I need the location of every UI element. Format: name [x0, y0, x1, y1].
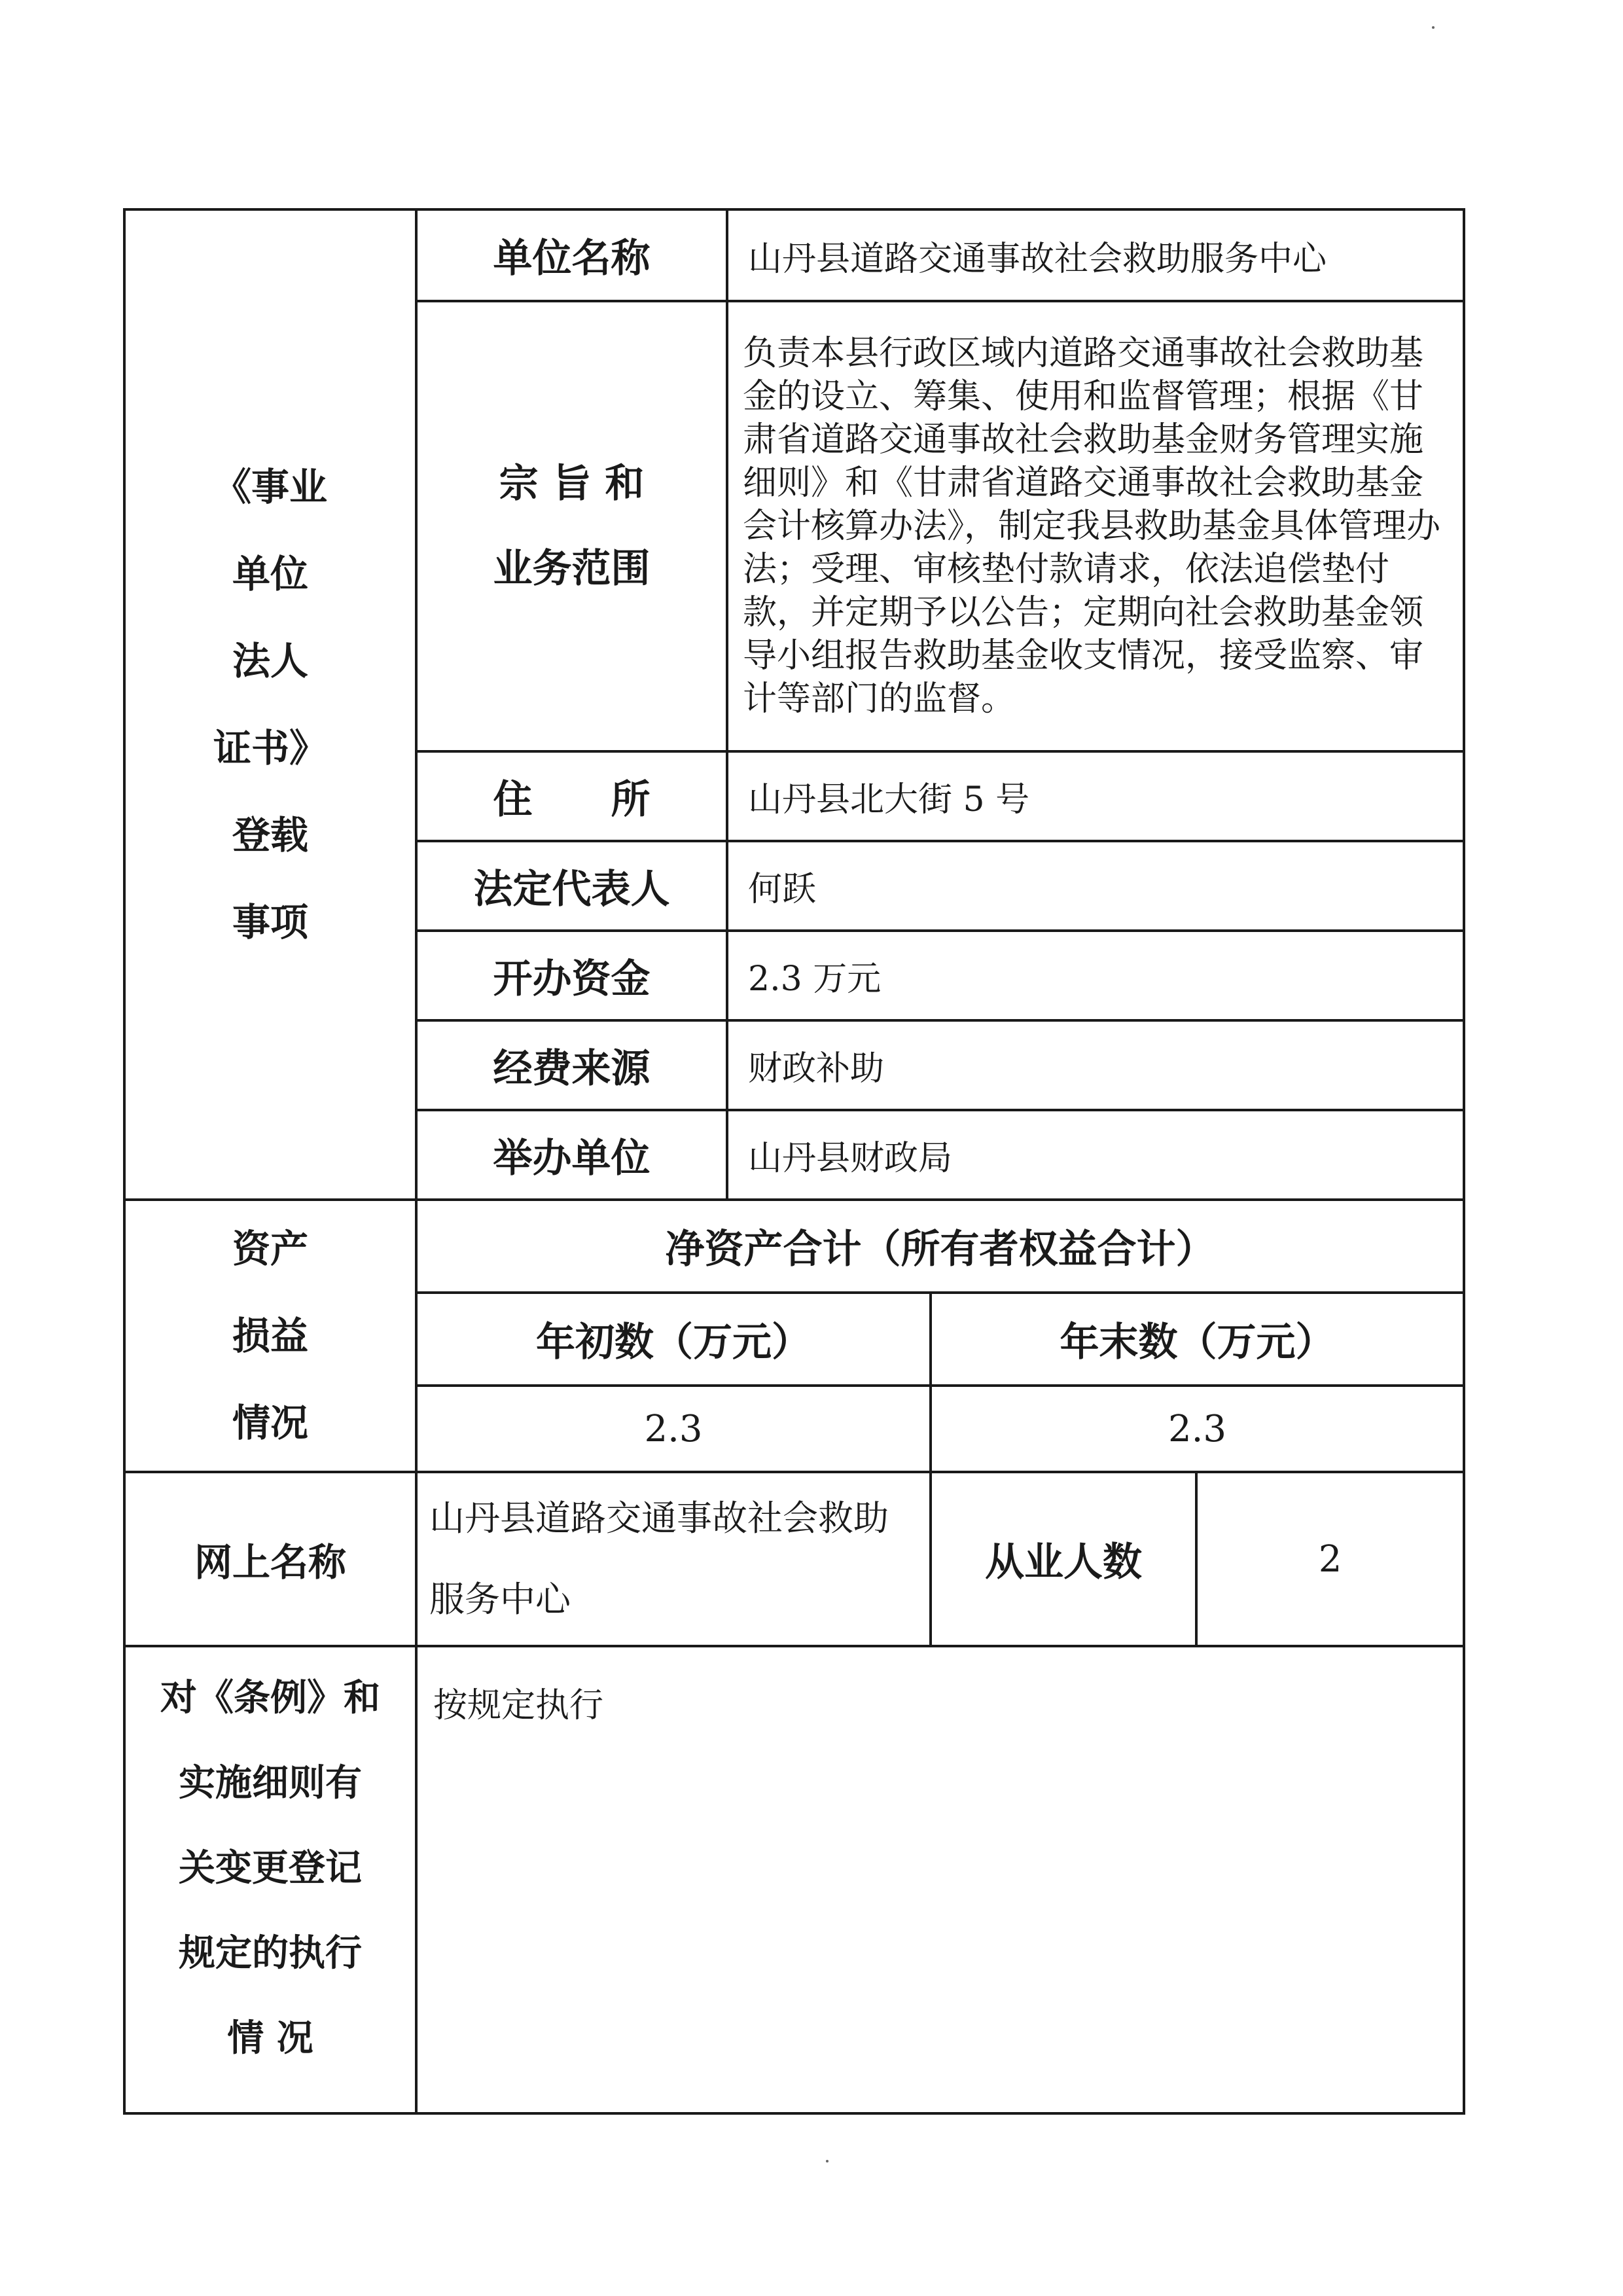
section-assets-text: 资产 损益 情况	[232, 1226, 308, 1445]
online-name-label: 网上名称	[124, 1472, 416, 1646]
scope-label	[416, 301, 727, 751]
unit-name-value: 山丹县道路交通事故社会救助服务中心	[727, 209, 1464, 301]
sponsor-label: 举办单位	[416, 1110, 727, 1200]
row-regulation	[124, 1646, 1464, 2113]
legal-rep-value: 何跃	[727, 841, 1464, 931]
scan-speck	[826, 2160, 829, 2162]
row-online-name	[124, 1472, 1464, 1646]
start-of-year-value: 2.3	[416, 1386, 931, 1472]
address-label: 住 所	[416, 751, 727, 841]
capital-value: 2.3 万元	[727, 931, 1464, 1020]
start-of-year-header: 年初数（万元）	[416, 1293, 931, 1386]
regulation-label-text: 对《条例》和 实施细则有 关变更登记 规定的执行 情 况	[160, 1676, 380, 2060]
end-of-year-header: 年末数（万元）	[931, 1293, 1464, 1386]
registration-form-table	[123, 208, 1465, 2115]
section-registration-label	[124, 209, 416, 1200]
row-unit-name	[124, 209, 1464, 301]
scope-label-text: 宗 旨 和 业务范围	[493, 461, 651, 592]
row-net-assets-title	[124, 1200, 1464, 1293]
online-name-value: 山丹县道路交通事故社会救助服务中心	[416, 1472, 931, 1646]
section-registration-text: 《事业 单位 法人 证书》 登载 事项	[213, 464, 327, 944]
scope-value: 负责本县行政区域内道路交通事故社会救助基金的设立、筹集、使用和监督管理；根据《甘肃省道路交通事故社会救助基金财务管理实施细则》和《甘肃省道路交通事故社会救助基金会计核算办法》，制定我县救助基金具体管理办法；受理、审核垫付款请求，依法追偿垫付款，并定期予以公告；定期向社会救助基金领导小组报告救助基金收支情况，接受监察、审计等部门的监督。	[727, 301, 1464, 751]
staff-count-value: 2	[1196, 1472, 1464, 1646]
section-assets-label	[124, 1200, 416, 1472]
address-value: 山丹县北大街 5 号	[727, 751, 1464, 841]
legal-rep-label: 法定代表人	[416, 841, 727, 931]
regulation-label	[124, 1646, 416, 2113]
end-of-year-value: 2.3	[931, 1386, 1464, 1472]
funding-value: 财政补助	[727, 1020, 1464, 1110]
unit-name-label: 单位名称	[416, 209, 727, 301]
capital-label: 开办资金	[416, 931, 727, 1020]
regulation-value: 按规定执行	[416, 1646, 1464, 2113]
staff-count-label: 从业人数	[931, 1472, 1196, 1646]
scan-speck	[1432, 26, 1435, 29]
sponsor-value: 山丹县财政局	[727, 1110, 1464, 1200]
funding-label: 经费来源	[416, 1020, 727, 1110]
net-assets-title: 净资产合计（所有者权益合计）	[416, 1200, 1464, 1293]
